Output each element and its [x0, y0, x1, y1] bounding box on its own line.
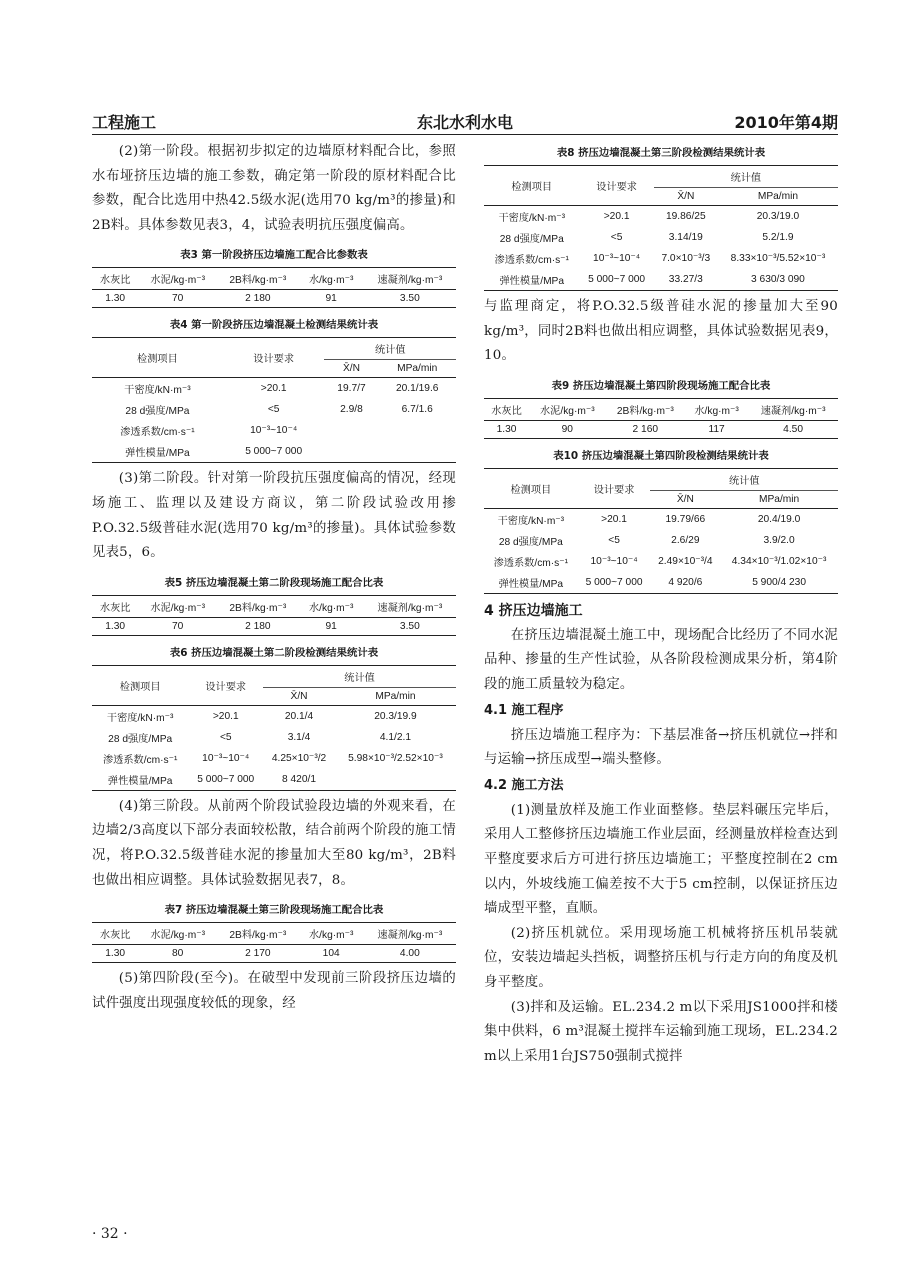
table-row — [92, 617, 456, 635]
table-cell: 3.50 — [399, 620, 420, 632]
table-header: 速凝剂/kg·m⁻³ — [364, 923, 456, 945]
table9 — [484, 398, 838, 439]
paragraph-method-2: (2)挤压机就位。采用现场施工机械将挤压机吊装就位，安装边墙起头挡板，调整挤压机与行走方向的角度及机身平整度。 — [484, 925, 838, 990]
table-cell: 117 — [708, 423, 725, 435]
table-cell: 3 630/3 090 — [751, 274, 805, 285]
table-cell: 3.14/19 — [668, 232, 703, 243]
table-cell: 5.2/1.9 — [762, 232, 794, 243]
table-cell: >20.1 — [260, 383, 287, 395]
table-cell: >20.1 — [601, 513, 627, 525]
table-cell: 5 900/4 230 — [752, 576, 807, 588]
table-row — [92, 441, 456, 463]
table-cell: 5 000~7 000 — [588, 274, 646, 285]
table-cell: <5 — [267, 404, 280, 416]
table-header: 水泥/kg·m⁻³ — [138, 595, 217, 617]
table-cell: 8.33×10⁻³/5.52×10⁻³ — [730, 253, 826, 264]
table-cell: <5 — [608, 534, 620, 546]
table-row — [484, 508, 838, 530]
running-header — [92, 108, 838, 135]
table6 — [92, 665, 456, 791]
table-cell: 10⁻³~10⁻⁴ — [593, 253, 641, 264]
table-cell: 弹性模量/MPa — [498, 578, 564, 590]
paragraph-stage1: (2)第一阶段。根据初步拟定的边墙原材料配合比，参照水布垭挤压边墙的施工参数，确定第一阶段的原材料配合比参数，配合比选用中热42.5级水泥(选用70 kg/m³的掺量)和2B料。具体参数见表3，4，试验表明抗压强度偏高。 — [92, 144, 456, 233]
table-cell: 28 d强度/MPa — [499, 234, 564, 245]
table-cell: 70 — [172, 620, 184, 632]
table-header: 2B料/kg·m⁻³ — [217, 595, 299, 617]
table-cell: <5 — [219, 731, 232, 743]
table-cell: 80 — [172, 948, 184, 960]
table-row — [484, 551, 838, 572]
table-cell: 1.30 — [105, 293, 126, 305]
table-cell: 干密度/kN·m⁻³ — [106, 712, 174, 724]
table-cell: 5 000~7 000 — [197, 773, 255, 785]
table8 — [484, 165, 838, 291]
issue-label: 2010年第4期 — [734, 113, 838, 132]
subsection-heading: 4.1 施工程序 — [484, 702, 564, 718]
table-header: 水灰比 — [92, 268, 138, 290]
table-header: 水/kg·m⁻³ — [299, 268, 364, 290]
table-cell: 4 920/6 — [668, 576, 703, 588]
table-cell: 28 d强度/MPa — [498, 536, 563, 548]
table-header: 设计要求 — [223, 338, 325, 378]
table3 — [92, 267, 456, 308]
table-header: 2B料/kg·m⁻³ — [217, 268, 299, 290]
table-cell: 1.30 — [105, 620, 126, 632]
table-row — [484, 248, 838, 269]
table-cell: 2.49×10⁻³/4 — [658, 555, 713, 567]
table-cell: 1.30 — [105, 948, 126, 960]
table-cell: 70 — [172, 293, 184, 305]
table-cell: 3.50 — [399, 293, 420, 305]
table-cell: 4.34×10⁻³/1.02×10⁻³ — [731, 555, 827, 567]
table-header: 水/kg·m⁻³ — [299, 923, 364, 945]
table-header: 2B料/kg·m⁻³ — [606, 398, 685, 420]
table-cell — [324, 420, 378, 441]
table-cell: 干密度/kN·m⁻³ — [124, 385, 191, 397]
page-number: · 32 · — [92, 1226, 128, 1242]
table-header: 设计要求 — [578, 468, 651, 508]
table-cell: 3.1/4 — [287, 731, 311, 743]
table-header: 水泥/kg·m⁻³ — [529, 398, 605, 420]
table-header: 检测项目 — [92, 665, 188, 705]
table-cell: 4.25×10⁻³/2 — [271, 752, 327, 764]
table-header: MPa/min — [718, 188, 838, 206]
table-row — [484, 269, 838, 291]
table-cell: 10⁻³~10⁻⁴ — [590, 555, 638, 567]
table-header: 检测项目 — [92, 338, 223, 378]
table-cell: 弹性模量/MPa — [125, 448, 190, 460]
table-cell: 渗透系数/cm·s⁻¹ — [102, 754, 178, 766]
table-row — [92, 399, 456, 420]
table-cell: 渗透系数/cm·s⁻¹ — [120, 427, 195, 439]
table-cell: 干密度/kN·m⁻³ — [498, 213, 565, 224]
table-cell: 33.27/3 — [668, 274, 703, 285]
table-header: 速凝剂/kg·m⁻³ — [364, 268, 456, 290]
table-cell: 90 — [561, 423, 573, 435]
paragraph-stage2: (3)第二阶段。针对第一阶段抗压强度偏高的情况，经现场施工、监理以及建设方商议，第二阶段试验改用掺P.O.32.5级普硅水泥(选用70 kg/m³的掺量)。具体试验参数见表5，6。 — [92, 471, 456, 561]
table10-caption: 表10 挤压边墙混凝土第四阶段检测结果统计表 — [553, 449, 769, 462]
table-row — [92, 290, 456, 308]
table-cell — [378, 441, 456, 463]
table-row — [484, 227, 838, 248]
table-header: MPa/min — [335, 687, 456, 705]
table-row — [92, 420, 456, 441]
table5 — [92, 595, 456, 636]
table-header: 设计要求 — [580, 166, 654, 206]
table-header: X̄/N — [324, 360, 378, 378]
table-cell: 2 180 — [245, 293, 271, 305]
table-header: 速凝剂/kg·m⁻³ — [748, 398, 838, 420]
table-cell: 1.30 — [496, 423, 517, 435]
table-cell: 干密度/kN·m⁻³ — [497, 515, 565, 527]
table-cell: 28 d强度/MPa — [125, 406, 190, 418]
table-header: 水/kg·m⁻³ — [299, 595, 364, 617]
table-header: 设计要求 — [188, 665, 263, 705]
table-cell: 20.3/19.9 — [374, 710, 417, 722]
table7 — [92, 922, 456, 963]
table-cell: <5 — [610, 232, 623, 243]
table-cell: >20.1 — [212, 710, 239, 722]
table8-caption: 表8 挤压边墙混凝土第三阶段检测结果统计表 — [556, 147, 766, 159]
table-header: 2B料/kg·m⁻³ — [217, 923, 299, 945]
table-cell: 4.00 — [399, 948, 420, 960]
paragraph-procedure: 挤压边墙施工程序为：下基层准备→挤压机就位→拌和与运输→挤压成型→端头整修。 — [484, 727, 838, 768]
table-cell: >20.1 — [603, 211, 630, 222]
table-cell: 5 000~7 000 — [585, 576, 643, 588]
table-cell: 91 — [325, 293, 337, 305]
table-cell: 4.50 — [783, 423, 803, 435]
table-cell: 20.4/19.0 — [757, 513, 801, 525]
table7-caption: 表7 挤压边墙混凝土第三阶段现场施工配合比表 — [164, 904, 384, 917]
table-cell: 2.6/29 — [671, 534, 700, 546]
table-header: 速凝剂/kg·m⁻³ — [364, 595, 456, 617]
table-row — [92, 705, 456, 727]
table-row — [92, 378, 456, 400]
table-row — [484, 420, 838, 438]
table5-caption: 表5 挤压边墙混凝土第二阶段现场施工配合比表 — [164, 576, 384, 589]
table-cell: 104 — [322, 948, 340, 960]
table-cell: 2 160 — [632, 423, 659, 435]
table-header: X̄/N — [263, 687, 335, 705]
table-header: 水灰比 — [484, 398, 529, 420]
table-cell: 2 170 — [245, 948, 271, 960]
paragraph-stage4: (5)第四阶段(至今)。在破型中发现前三阶段挤压边墙的试件强度出现强度较低的现象，经 — [92, 971, 456, 1011]
table-cell: 28 d强度/MPa — [108, 733, 173, 745]
table-cell: 20.1/19.6 — [395, 383, 439, 395]
table-cell: 5.98×10⁻³/2.52×10⁻³ — [348, 752, 443, 764]
table-header: 统计值 — [650, 468, 838, 490]
table10 — [484, 468, 838, 594]
journal-name: 东北水利水电 — [416, 113, 513, 132]
table9-caption: 表9 挤压边墙混凝土第四阶段现场施工配合比表 — [551, 379, 771, 392]
table4 — [92, 337, 456, 463]
table-cell: 7.0×10⁻³/3 — [661, 253, 711, 264]
table-cell: 20.3/19.0 — [756, 211, 800, 222]
table-cell — [324, 441, 378, 463]
section-heading: 4 挤压边墙施工 — [484, 602, 583, 619]
table-row — [92, 769, 456, 791]
table-header: MPa/min — [720, 490, 838, 508]
table-cell — [378, 420, 456, 441]
table-header: 水灰比 — [92, 923, 138, 945]
subsection-heading: 4.2 施工方法 — [484, 777, 564, 793]
table-header: X̄/N — [650, 490, 720, 508]
table-cell: 10⁻³~10⁻⁴ — [202, 752, 250, 764]
table-row — [484, 530, 838, 551]
table-cell: 2 180 — [245, 620, 271, 632]
table-cell: 3.9/2.0 — [763, 534, 795, 546]
table-cell: 19.86/25 — [665, 211, 706, 222]
paragraph-construction-intro: 在挤压边墙混凝土施工中，现场配合比经历了不同水泥品种、掺量的生产性试验，从各阶段检测成果分析，第4阶段的施工质量较为稳定。 — [484, 627, 838, 692]
table-cell: 19.79/66 — [665, 513, 706, 525]
table-header: 水泥/kg·m⁻³ — [138, 268, 217, 290]
table-row — [484, 206, 838, 228]
table3-caption: 表3 第一阶段挤压边墙施工配合比参数表 — [180, 249, 368, 262]
table-cell — [335, 769, 456, 791]
table-cell: 19.7/7 — [337, 383, 366, 395]
table-header: 水灰比 — [92, 595, 138, 617]
table-header: 统计值 — [324, 338, 456, 360]
table-cell: 91 — [325, 620, 337, 632]
table-cell: 渗透系数/cm·s⁻¹ — [493, 557, 569, 569]
table4-caption: 表4 第一阶段挤压边墙混凝土检测结果统计表 — [169, 319, 379, 332]
table-cell: 8 420/1 — [282, 773, 317, 785]
table-row — [484, 572, 838, 594]
table-cell: 20.1/4 — [284, 710, 314, 722]
table-cell: 4.1/2.1 — [379, 731, 412, 743]
table-cell: 弹性模量/MPa — [499, 276, 565, 287]
table-header: 检测项目 — [484, 166, 580, 206]
table-header: 统计值 — [263, 665, 456, 687]
table-header: 水泥/kg·m⁻³ — [138, 923, 217, 945]
table-header: MPa/min — [378, 360, 456, 378]
table-row — [92, 748, 456, 769]
table-header: 统计值 — [654, 166, 838, 188]
table-header: 检测项目 — [484, 468, 578, 508]
table-cell: 5 000~7 000 — [245, 446, 303, 458]
right-column — [484, 140, 838, 1069]
paragraph-method-3: (3)拌和及运输。EL.234.2 m以下采用JS1000拌和楼集中供料，6 m³混凝土搅拌车运输到施工现场，EL.234.2 m以上采用1台JS750强制式搅拌 — [484, 999, 838, 1064]
table-cell: 渗透系数/cm·s⁻¹ — [494, 255, 569, 266]
table-row — [92, 727, 456, 748]
table6-caption: 表6 挤压边墙混凝土第二阶段检测结果统计表 — [169, 646, 379, 659]
table-cell: 2.9/8 — [340, 404, 363, 416]
paragraph-stage3: (4)第三阶段。从前两个阶段试验段边墙的外观来看，在边墙2/3高度以下部分表面较松散，结合前两个阶段的施工情况，将P.O.32.5级普硅水泥的掺量加大至80 kg/m³，2B料也做出相应调整。具体试验数据见表7，8。 — [92, 798, 456, 888]
paragraph-stage4-cont: 与监理商定，将P.O.32.5级普硅水泥的掺量加大至90 kg/m³，同时2B料也做出相应调整，具体试验数据见表9，10。 — [484, 299, 838, 364]
section-name: 工程施工 — [92, 113, 157, 132]
table-row — [92, 945, 456, 963]
table-cell: 6.7/1.6 — [401, 404, 433, 416]
table-cell: 弹性模量/MPa — [107, 775, 173, 787]
table-header: X̄/N — [654, 188, 718, 206]
left-column — [92, 140, 456, 1016]
table-cell: 10⁻³~10⁻⁴ — [250, 425, 298, 437]
paragraph-method-1: (1)测量放样及施工作业面整修。垫层料碾压完毕后，采用人工整修挤压边墙施工作业层面，经测量放样检查达到平整度要求后方可进行挤压边墙施工；平整度控制在2 cm以内，外坡线施工偏差按不大于5 cm控制，以保证挤压边墙成型平整，直顺。 — [484, 802, 838, 917]
table-header: 水/kg·m⁻³ — [685, 398, 748, 420]
